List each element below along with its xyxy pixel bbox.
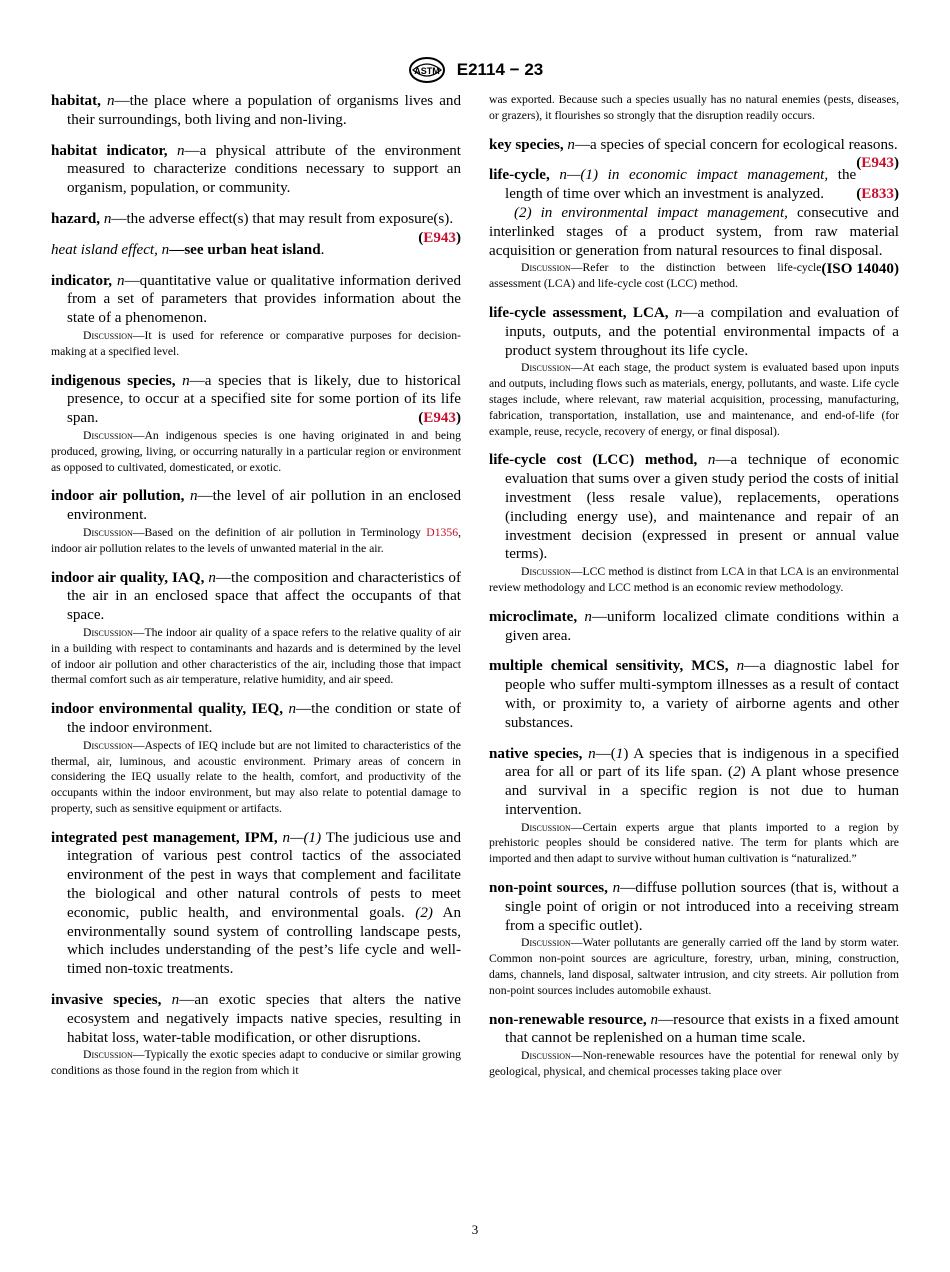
discussion: Discussion—At each stage, the product system is evaluated based upon inputs and outputs, including flows such as materials, energy, pollutants, and waste. Life cycle stages include, where relevant, raw material acquisition, processing, manufacturing, fabrication, transportation, installation, use and maintenance, and end-of-life (for example, reuse, recycle, recovery of energy, or final disposal). bbox=[489, 361, 899, 438]
discussion: Discussion—LCC method is distinct from LCA in that LCA is an environmental review methodology and LCC method is an economic review methodology. bbox=[489, 565, 899, 594]
entry-life-cycle: life-cycle, n—(1) in economic impact management, the length of time over which an investment is analyzed. (E833) (2) in environmental impact management, consecutive and interlinked stages of a product system, from raw material acquisition or generation from natural resources to final disposal. (ISO 14040) bbox=[489, 167, 899, 278]
discussion: Discussion—An indigenous species is one having originated in and being produced, growing, living, or occurring naturally in a particular region or environment as opposed to cultivated, domesticated, or exotic. bbox=[51, 428, 461, 474]
discussion: Discussion—Aspects of IEQ include but are not limited to characteristics of the thermal, air, luminous, and acoustic environment. Primary areas of concern in considering the IEQ usually relate to the health, comfort, and productivity of the occupants within the indoor environment, but may also relate to potential damage to property, such as sensitive equipment or artifacts. bbox=[51, 738, 461, 815]
entry-microclimate: microclimate, n—uniform localized climate conditions within a given area. bbox=[489, 608, 899, 644]
discussion: Discussion—Typically the exotic species adapt to conducive or similar growing conditions as those found in the region from which it bbox=[51, 1048, 461, 1078]
entry-heat-island: heat island effect, n—see urban heat island. bbox=[51, 241, 325, 258]
page-header bbox=[0, 56, 950, 86]
entry-mcs: multiple chemical sensitivity, MCS, n—a diagnostic label for people who suffer multi-symptom illnesses as a result of contact with, or proximity to, a variety of airborne agents and other substances. bbox=[489, 658, 899, 731]
entry-indoor-air-pollution: indoor air pollution, n—the level of air pollution in an enclosed environment. bbox=[51, 488, 461, 524]
ref-link[interactable]: E943 bbox=[423, 229, 456, 246]
entry-indigenous-species: indigenous species, n—a species that is likely, due to historical presence, to occur at a specified site for some portion of its life span. (E943) bbox=[51, 372, 461, 427]
entry-ieq: indoor environmental quality, IEQ, n—the condition or state of the indoor environment. bbox=[51, 701, 461, 736]
entry-indicator: indicator, n—quantitative value or qualitative information derived from a set of parameters that provides information about the state of a phenomenon. bbox=[51, 272, 461, 327]
ref-link[interactable]: E943 bbox=[861, 155, 894, 172]
svg-text:ASTM: ASTM bbox=[413, 66, 440, 76]
discussion: Discussion—Water pollutants are generally carried off the land by storm water. Common non-point sources are agriculture, forestry, urban, mining, construction, dams, channels, land disposal, saltwater intrusion, and city streets. Air pollution from non-point sources includes automobile exhaust. bbox=[489, 936, 899, 997]
entry-lcc: life-cycle cost (LCC) method, n—a technique of economic evaluation that sums over a given study period the costs of initial investment (less resale value), replacements, operations (including energy use), and maintenance and repair of an investment decision (expressed in present or annual value terms). bbox=[489, 452, 899, 563]
astm-logo-icon bbox=[407, 56, 447, 84]
entry-habitat: habitat, n—the place where a population of organisms lives and their surroundings, both living and non-living. bbox=[51, 93, 461, 128]
left-column bbox=[51, 92, 461, 1091]
page-number: 3 bbox=[471, 1222, 479, 1237]
entry-invasive-species: invasive species, n—an exotic species that alters the native ecosystem and negatively impacts native species, resulting in habitat loss, water-table modification, or other disruptions. bbox=[51, 992, 461, 1046]
document-code: E2114 − 23 bbox=[456, 60, 544, 79]
discussion: Discussion—Certain experts argue that plants imported to a region by prehistoric peoples should be considered native. The term for plants which are imported and then adapt to survive without human cultivation is “naturalized.” bbox=[489, 820, 899, 866]
discussion: Discussion—It is used for reference or comparative purposes for decision-making at a specified level. bbox=[51, 328, 461, 358]
entry-iaq: indoor air quality, IAQ, n—the composition and characteristics of the air in an enclosed space that affect the occupants of that space. bbox=[51, 569, 461, 624]
ref-link[interactable]: E833 bbox=[861, 186, 894, 203]
discussion: Discussion—The indoor air quality of a space refers to the relative quality of air in a building with respect to contaminants and hazards and is determined by the level of indoor air pollution and other characteristics of the air, including those that impact thermal comfort such as air temperature, relative humidity, and air speed. bbox=[51, 625, 461, 687]
entry-key-species: key species, n—a species of special concern for ecological reasons. (E943) bbox=[489, 136, 899, 172]
right-column bbox=[489, 92, 899, 1092]
discussion: Discussion—Refer to the distinction between life-cycle assessment (LCA) and life-cycle cost (LCC) method. bbox=[489, 261, 822, 291]
ref-link[interactable]: E943 bbox=[423, 410, 456, 427]
discussion-continued: was exported. Because such a species usually has no natural enemies (pests, diseases, or grazers), it flourishes so strongly that the disruption readily occurs. bbox=[489, 93, 899, 122]
entry-lca: life-cycle assessment, LCA, n—a compilation and evaluation of inputs, outputs, and the potential environmental impacts of a product system throughout its life cycle. bbox=[489, 304, 899, 359]
entry-habitat-indicator: habitat indicator, n—a physical attribute of the environment measured to characterize conditions necessary to support an organism, population, or community. bbox=[51, 142, 461, 197]
entry-native-species: native species, n—(1) A species that is indigenous in a specified area for all or part of its life span. (2) A plant whose presence and survival in a specific region is not due to human intervention. bbox=[489, 745, 899, 818]
entry-hazard: hazard, n—the adverse effect(s) that may result from exposure(s). (E943) bbox=[51, 210, 461, 246]
ref-link[interactable]: D1356 bbox=[426, 525, 459, 539]
discussion: Discussion—Non-renewable resources have the potential for renewal only by geological, physical, and chemical processes taking place over bbox=[489, 1049, 899, 1079]
discussion: Discussion—Based on the definition of air pollution in Terminology D1356, indoor air pollution relates to the levels of unwanted material in the air. bbox=[51, 525, 461, 555]
entry-non-renewable-resource: non-renewable resource, n—resource that exists in a fixed amount that cannot be replenished on a human time scale. bbox=[489, 1011, 899, 1047]
entry-ipm: integrated pest management, IPM, n—(1) The judicious use and integration of various pest control tactics of the associated environment of the pest in ways that complement and facilitate the biological and other natural controls of pests to meet economic, public health, and environmental goals. (2) An environmentally sound system of controlling landscape pests, which includes understanding of the pest’s life cycle and well-timed non-toxic treatments. bbox=[51, 829, 461, 978]
entry-non-point-sources: non-point sources, n—diffuse pollution sources (that is, without a single point of origin or not introduced into a receiving stream from a specific outlet). bbox=[489, 880, 899, 934]
